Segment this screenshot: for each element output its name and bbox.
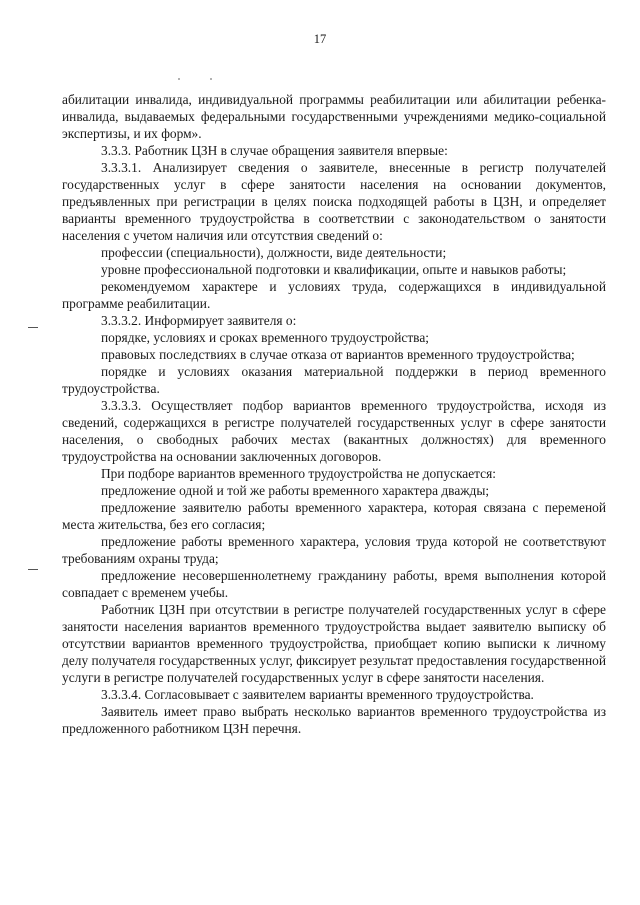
list-item: предложение несовершеннолетнему гражданину работы, время выполнения которой совпадает с временем учебы.	[62, 568, 606, 600]
list-item: порядке и условиях оказания материальной поддержки в период временного трудоустройства.	[62, 364, 606, 396]
paragraph: 3.3.3.4. Согласовывает с заявителем варианты временного трудоустройства.	[101, 687, 534, 702]
list-item: рекомендуемом характере и условиях труда, содержащихся в индивидуальной программе реабилитации.	[62, 279, 606, 311]
list-item: предложение одной и той же работы временного характера дважды;	[101, 483, 490, 498]
list-item: уровне профессиональной подготовки и квалификации, опыте и навыков работы;	[101, 262, 567, 277]
paragraph: 3.3.3. Работник ЦЗН в случае обращения заявителя впервые:	[101, 143, 448, 158]
paragraph: 3.3.3.1. Анализирует сведения о заявителе, внесенные в регистр получателей государственных услуг в сфере занятости населения на основании документов, предъявленных при регистрации в целях поиска подходящей работы в ЦЗН, и определяет варианты временного трудоустройства в соответствии с законодательством о занятости населения с учетом наличия или отсутствия сведений о:	[62, 160, 606, 243]
paragraph: абилитации инвалида, индивидуальной программы реабилитации или абилитации ребенка-инвалида, выдаваемых федеральными государственными учреждениями медико-социальной экспертизы, и их форм».	[62, 92, 606, 141]
document-body	[62, 91, 606, 737]
list-item: профессии (специальности), должности, виде деятельности;	[101, 245, 447, 260]
scan-speck	[210, 78, 212, 80]
list-item: предложение заявителю работы временного характера, которая связана с переменой места жительства, без его согласия;	[62, 500, 606, 532]
paragraph: 3.3.3.2. Информирует заявителя о:	[101, 313, 297, 328]
paragraph: Работник ЦЗН при отсутствии в регистре получателей государственных услуг в сфере занятости населения вариантов временного трудоустройства выдает заявителю выписку об отсутствии вариантов временного трудоустройства, приобщает копию выписки к личному делу получателя государственных услуг, фиксирует результат предоставления государственной услуги в регистре получателей государственных услуг в сфере занятости населения.	[62, 602, 606, 685]
list-item: правовых последствиях в случае отказа от вариантов временного трудоустройства;	[101, 347, 575, 362]
list-item: порядке, условиях и сроках временного трудоустройства;	[101, 330, 429, 345]
paragraph: 3.3.3.3. Осуществляет подбор вариантов временного трудоустройства, исходя из сведений, содержащихся в регистре получателей государственных услуг в сфере занятости населения, о свободных рабочих местах (вакантных должностях) для временного трудоустройства на основании заключенных договоров.	[62, 398, 606, 464]
page-number: 17	[313, 32, 327, 46]
list-item: предложение работы временного характера, условия труда которой не соответствуют требованиям охраны труда;	[62, 534, 606, 566]
paragraph: Заявитель имеет право выбрать несколько вариантов временного трудоустройства из предложенного работником ЦЗН перечня.	[62, 704, 606, 736]
paragraph: При подборе вариантов временного трудоустройства не допускается:	[101, 466, 496, 481]
scan-speck	[178, 78, 180, 80]
margin-mark	[28, 569, 38, 570]
margin-mark	[28, 327, 38, 328]
